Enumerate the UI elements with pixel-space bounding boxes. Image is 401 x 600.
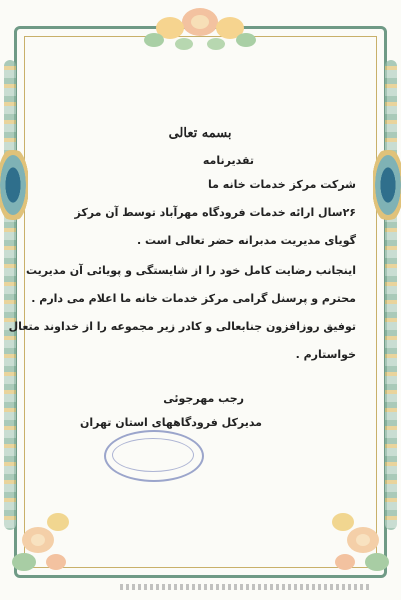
document-title: تقدیرنامه [202,154,254,167]
basmala-heading: بسمه تعالی [168,126,232,141]
body-line-7: خواستارم . [295,348,356,361]
right-vine-border [385,60,397,530]
left-vine-border [4,60,16,530]
right-medallion-ornament [373,150,401,220]
official-stamp-inner-ring [112,438,194,472]
body-line-6: توفیق روزافزون جنابعالی و کادر زیر مجموعه را از خداوند متعال [8,320,356,333]
bottom-left-flower-ornament [8,500,78,580]
body-line-5: محترم و پرسنل گرامی مرکز خدمات خانه ما اعلام می دارم . [31,292,356,305]
body-line-4: اینجانب رضایت کامل خود را از شایستگی و پویائی آن مدیریت [26,264,356,277]
bottom-right-flower-ornament [323,500,393,580]
left-medallion-ornament [0,150,28,220]
body-line-3: گویای مدیریت مدبرانه حضر تعالی است . [137,234,356,247]
top-flower-ornament [140,0,260,58]
signature-name: رجب مهرجوئی [163,392,244,405]
footer-print-strip [120,584,370,590]
body-line-2: ۲۶سال ارائه خدمات فرودگاه مهرآباد توسط آن مرکز [74,206,356,219]
body-line-1: شرکت مرکز خدمات خانه ما [208,178,356,191]
signature-title: مدیرکل فرودگاههای استان تهران [80,416,262,429]
